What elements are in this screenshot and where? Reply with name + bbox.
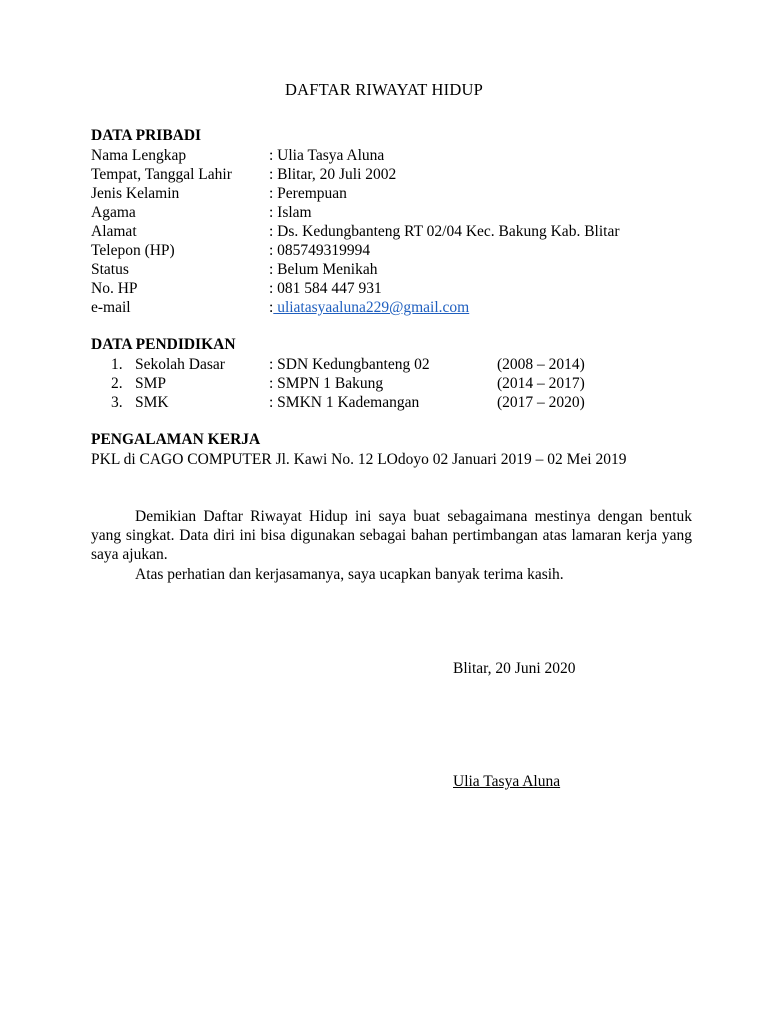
field-value: : Blitar, 20 Juli 2002: [269, 166, 397, 183]
field-value: [269, 298, 469, 317]
signature-name: Ulia Tasya Aluna: [453, 773, 561, 790]
field-label: Jenis Kelamin: [91, 185, 180, 202]
education-level: SMK: [135, 394, 169, 411]
section-heading-pengalaman: PENGALAMAN KERJA: [91, 431, 261, 448]
document-title: DAFTAR RIWAYAT HIDUP: [285, 80, 483, 99]
email-link[interactable]: uliatasyaaluna229@gmail.com: [273, 299, 470, 316]
field-label: e-mail: [91, 299, 131, 316]
school-name: : SMPN 1 Bakung: [269, 375, 384, 392]
education-years: (2017 – 2020): [497, 394, 585, 411]
field-label: Status: [91, 261, 129, 278]
signature-place-date: Blitar, 20 Juni 2020: [453, 660, 576, 677]
field-label: Telepon (HP): [91, 242, 175, 259]
field-label: No. HP: [91, 280, 138, 297]
education-level: SMP: [135, 375, 167, 392]
education-years: (2014 – 2017): [497, 375, 585, 392]
field-value: : 085749319994: [269, 242, 371, 259]
field-label: Nama Lengkap: [91, 147, 187, 164]
list-number: 3.: [111, 394, 123, 411]
school-name: : SDN Kedungbanteng 02: [269, 356, 430, 373]
field-label: Agama: [91, 204, 136, 221]
field-value: : Ds. Kedungbanteng RT 02/04 Kec. Bakung Kab. Blitar: [269, 223, 620, 240]
list-number: 1.: [111, 356, 123, 373]
field-label: Alamat: [91, 223, 137, 240]
field-value: : Islam: [269, 204, 312, 221]
closing-paragraph: Demikian Daftar Riwayat Hidup ini saya buat sebagaimana mestinya dengan bentuk yang singkat. Data diri ini bisa digunakan sebagai bahan pertimbangan atas lamaran kerja yang saya ajukan.: [91, 508, 692, 563]
education-years: (2008 – 2014): [497, 356, 585, 373]
list-number: 2.: [111, 375, 123, 392]
thanks-paragraph: Atas perhatian dan kerjasamanya, saya ucapkan banyak terima kasih.: [135, 566, 564, 583]
field-value: : Belum Menikah: [269, 261, 378, 278]
section-heading-pendidikan: DATA PENDIDIKAN: [91, 336, 236, 353]
education-level: Sekolah Dasar: [135, 356, 225, 373]
field-value: : 081 584 447 931: [269, 280, 382, 297]
school-name: : SMKN 1 Kademangan: [269, 394, 420, 411]
section-heading-pribadi: DATA PRIBADI: [91, 127, 202, 144]
email-colon: :: [269, 299, 274, 316]
field-value: : Ulia Tasya Aluna: [269, 147, 385, 164]
field-value: : Perempuan: [269, 185, 347, 202]
field-label: Tempat, Tanggal Lahir: [91, 166, 232, 183]
work-experience-text: PKL di CAGO COMPUTER Jl. Kawi No. 12 LOdoyo 02 Januari 2019 – 02 Mei 2019: [91, 451, 627, 468]
